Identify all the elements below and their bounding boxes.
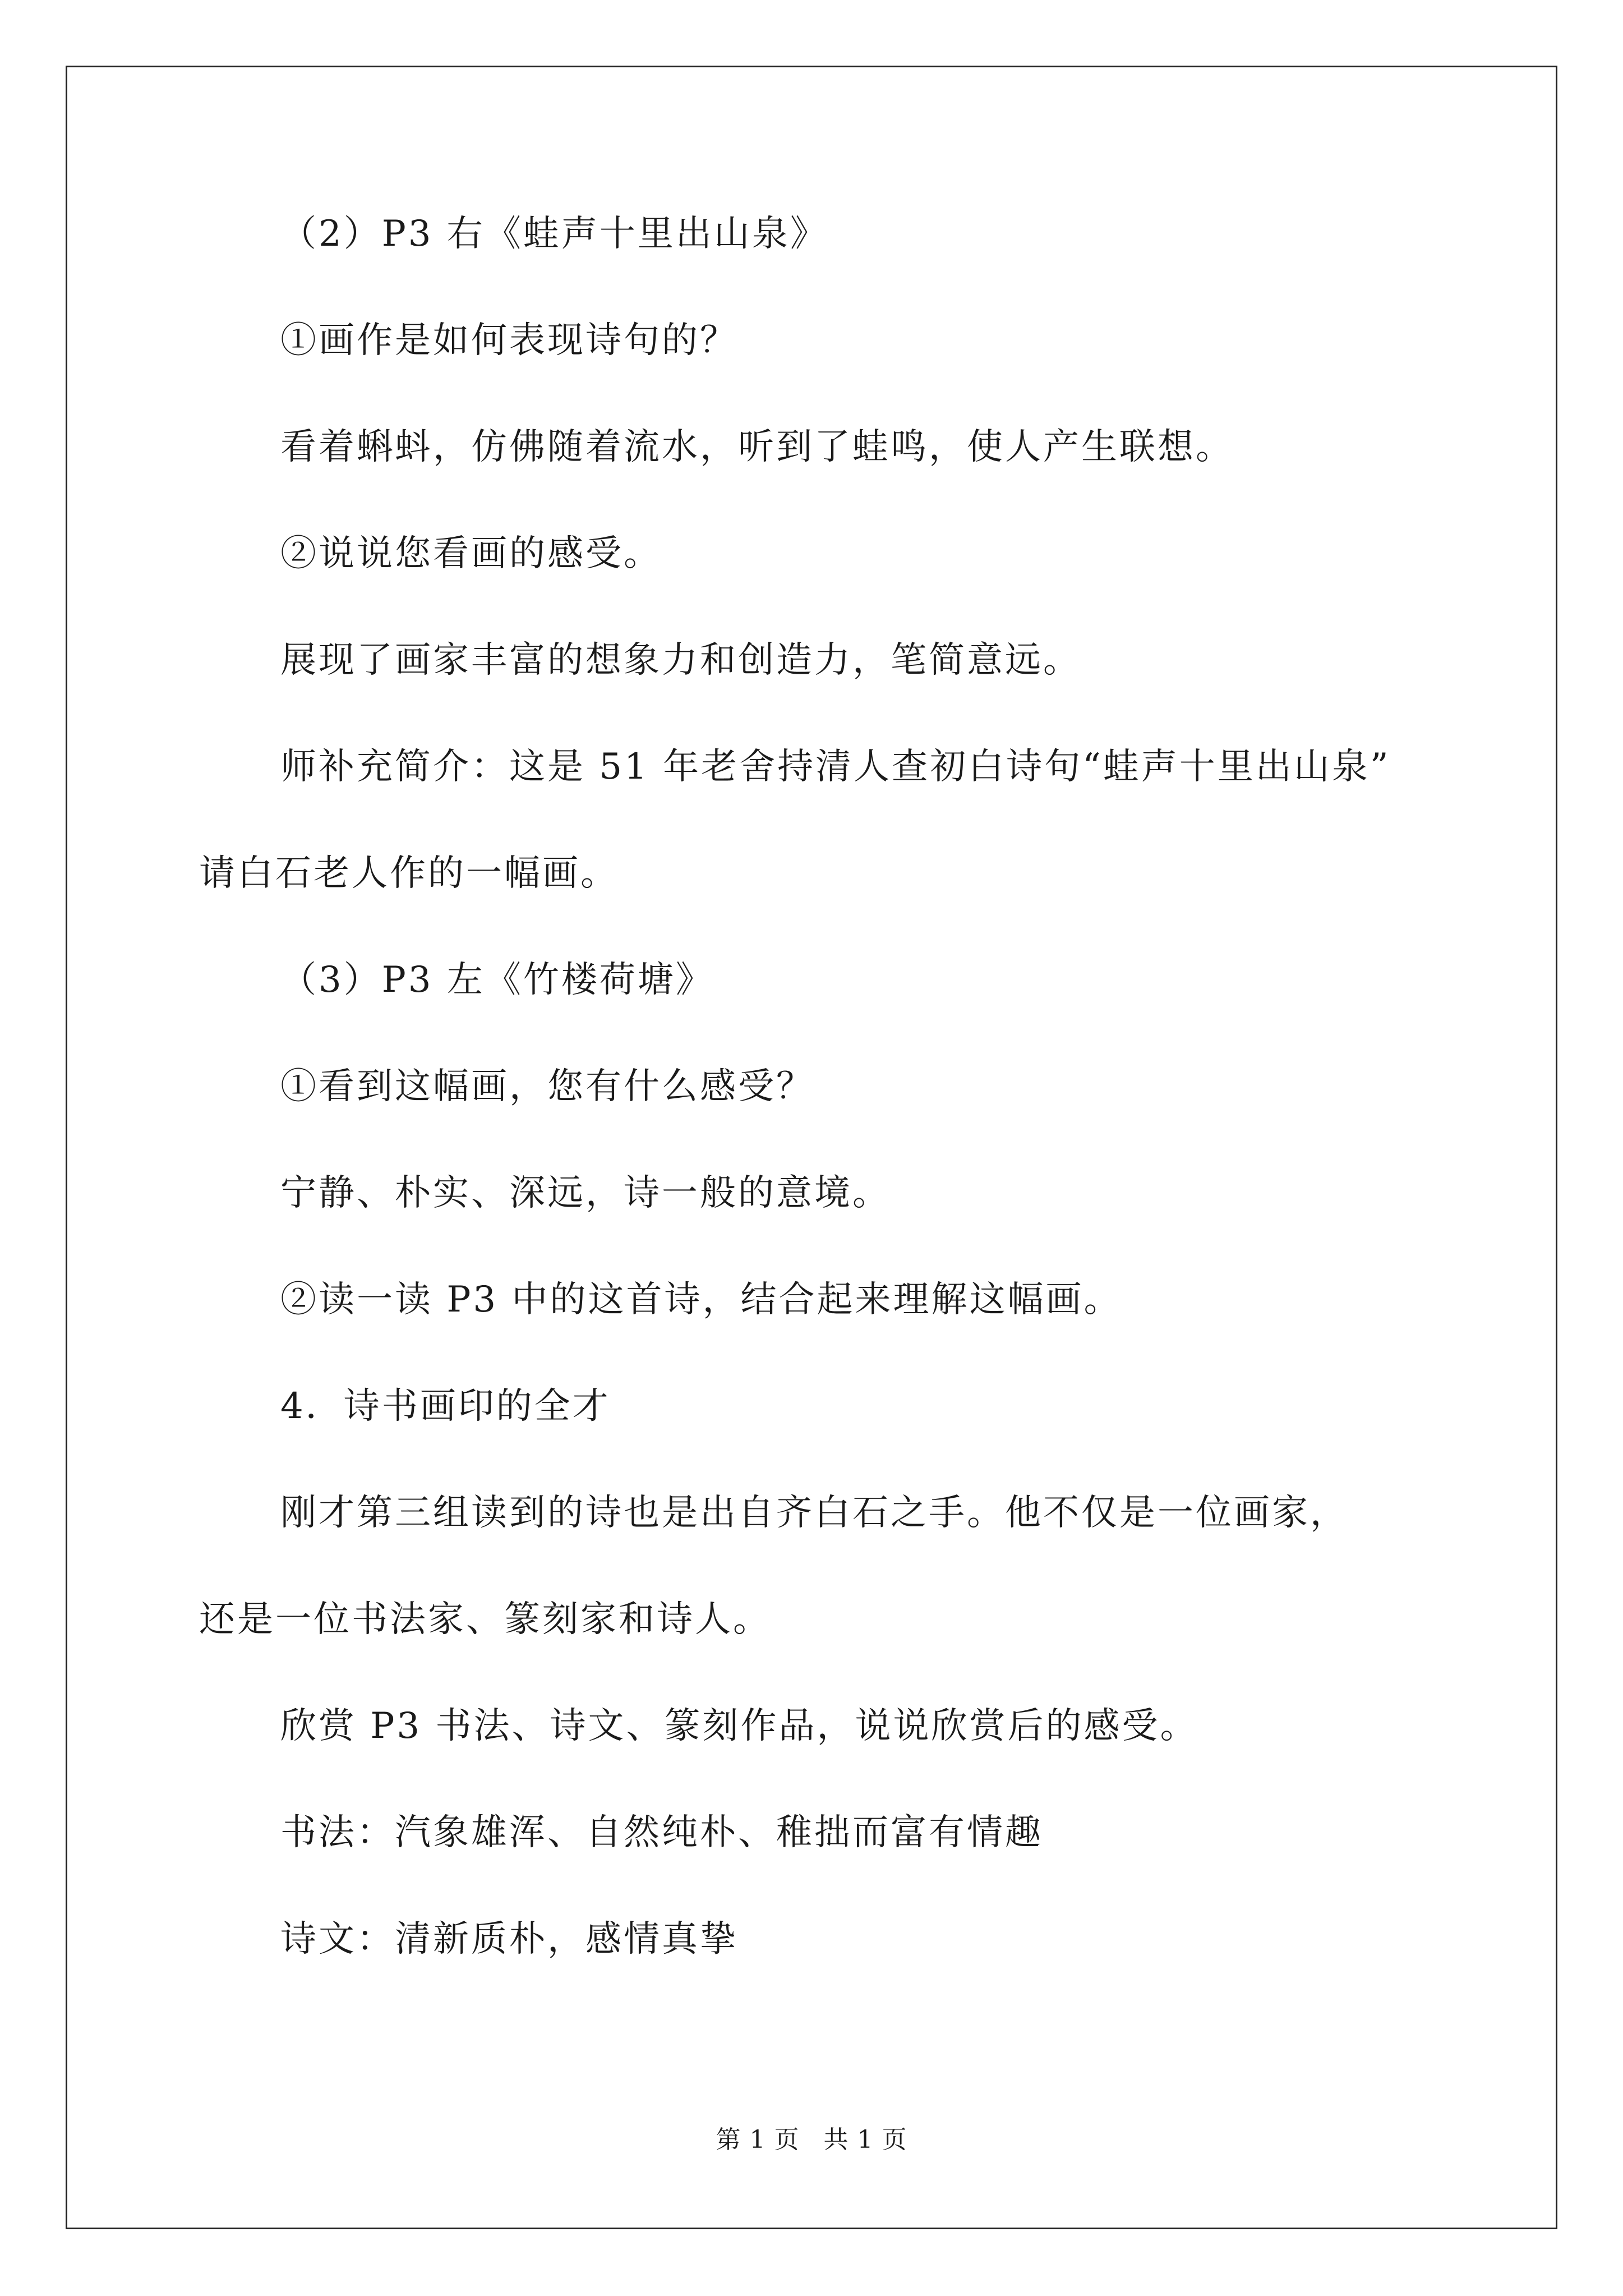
paragraph-line: 欣赏 P3 书法、诗文、篆刻作品，说说欣赏后的感受。	[280, 1705, 1198, 1747]
page-number: 第 1 页	[716, 2125, 800, 2154]
paragraph-line: 请白石老人作的一幅画。	[199, 853, 619, 894]
heading-bamboo-painting: （3）P3 左《竹楼荷塘》	[280, 959, 714, 1001]
question-line: ②说说您看画的感受。	[280, 533, 662, 574]
page-total: 共 1 页	[823, 2125, 907, 2154]
question-line: ②读一读 P3 中的这首诗，结合起来理解这幅画。	[280, 1279, 1122, 1320]
paragraph-line: 刚才第三组读到的诗也是出自齐白石之手。他不仅是一位画家，	[280, 1492, 1348, 1534]
heading-frog-painting: （2）P3 右《蛙声十里出山泉》	[280, 213, 828, 255]
paragraph-line: 师补充简介：这是 51 年老舍持清人查初白诗句“蛙声十里出山泉”	[280, 746, 1391, 788]
question-line: ①画作是如何表现诗句的？	[280, 320, 738, 361]
paragraph-line: 书法：汽象雄浑、自然纯朴、稚拙而富有情趣	[280, 1812, 1043, 1853]
answer-line: 展现了画家丰富的想象力和创造力，笔简意远。	[280, 639, 1081, 681]
page-border	[66, 66, 1557, 2229]
answer-line: 看着蝌蚪，仿佛随着流水，听到了蛙鸣，使人产生联想。	[280, 426, 1234, 468]
question-line: ①看到这幅画，您有什么感受？	[280, 1066, 814, 1107]
paragraph-line: 诗文：清新质朴，感情真挚	[280, 1918, 738, 1960]
page-footer	[0, 2123, 1623, 2157]
answer-line: 宁静、朴实、深远，诗一般的意境。	[280, 1172, 891, 1214]
paragraph-line: 还是一位书法家、篆刻家和诗人。	[199, 1599, 771, 1640]
section-heading: 4．诗书画印的全才	[280, 1386, 611, 1427]
